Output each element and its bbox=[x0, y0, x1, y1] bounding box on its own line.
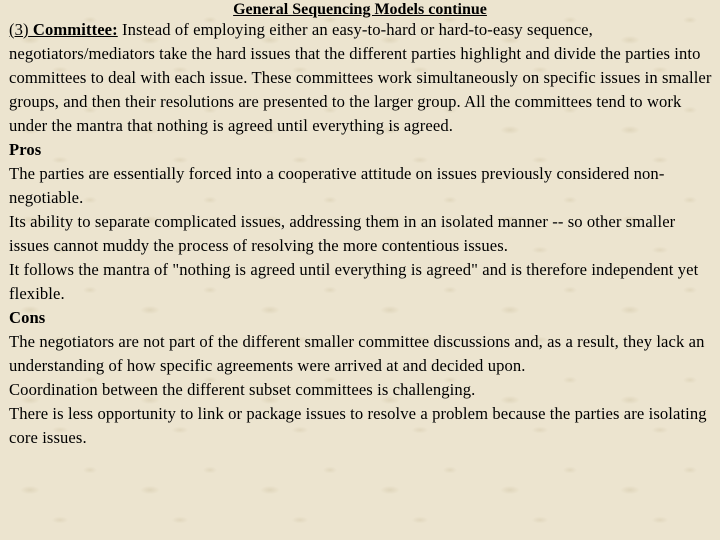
cons-item: Coordination between the different subset committees is challenging. bbox=[9, 380, 476, 399]
intro-text: Instead of employing either an easy-to-hard or hard-to-easy sequence, negotiators/mediators take the hard issues that the different parties highlight and divide the parties into committees to deal with each issue. These committees work simultaneously on specific issues in smaller groups, and then their resolutions are presented to the larger group. All the committees tend to work under the mantra that nothing is agreed until everything is agreed. bbox=[9, 20, 712, 135]
intro-number: (3) bbox=[9, 20, 29, 39]
pros-item: It follows the mantra of "nothing is agreed until everything is agreed" and is therefore independent yet flexible. bbox=[9, 260, 699, 303]
cons-item: There is less opportunity to link or package issues to resolve a problem because the parties are isolating core issues. bbox=[9, 404, 707, 447]
intro-paragraph bbox=[9, 18, 713, 138]
intro-term: Committee: bbox=[28, 20, 118, 39]
pros-item: The parties are essentially forced into a cooperative attitude on issues previously considered non-negotiable. bbox=[9, 164, 665, 207]
cons-item: The negotiators are not part of the different smaller committee discussions and, as a result, they lack an understanding of how specific agreements were arrived at and decided upon. bbox=[9, 332, 705, 375]
slide-title: General Sequencing Models continue bbox=[233, 1, 487, 18]
cons-heading: Cons bbox=[9, 308, 46, 327]
pros-item: Its ability to separate complicated issues, addressing them in an isolated manner -- so other smaller issues cannot muddy the process of resolving the more contentious issues. bbox=[9, 212, 676, 255]
slide-body bbox=[9, 18, 713, 450]
pros-heading: Pros bbox=[9, 140, 42, 159]
